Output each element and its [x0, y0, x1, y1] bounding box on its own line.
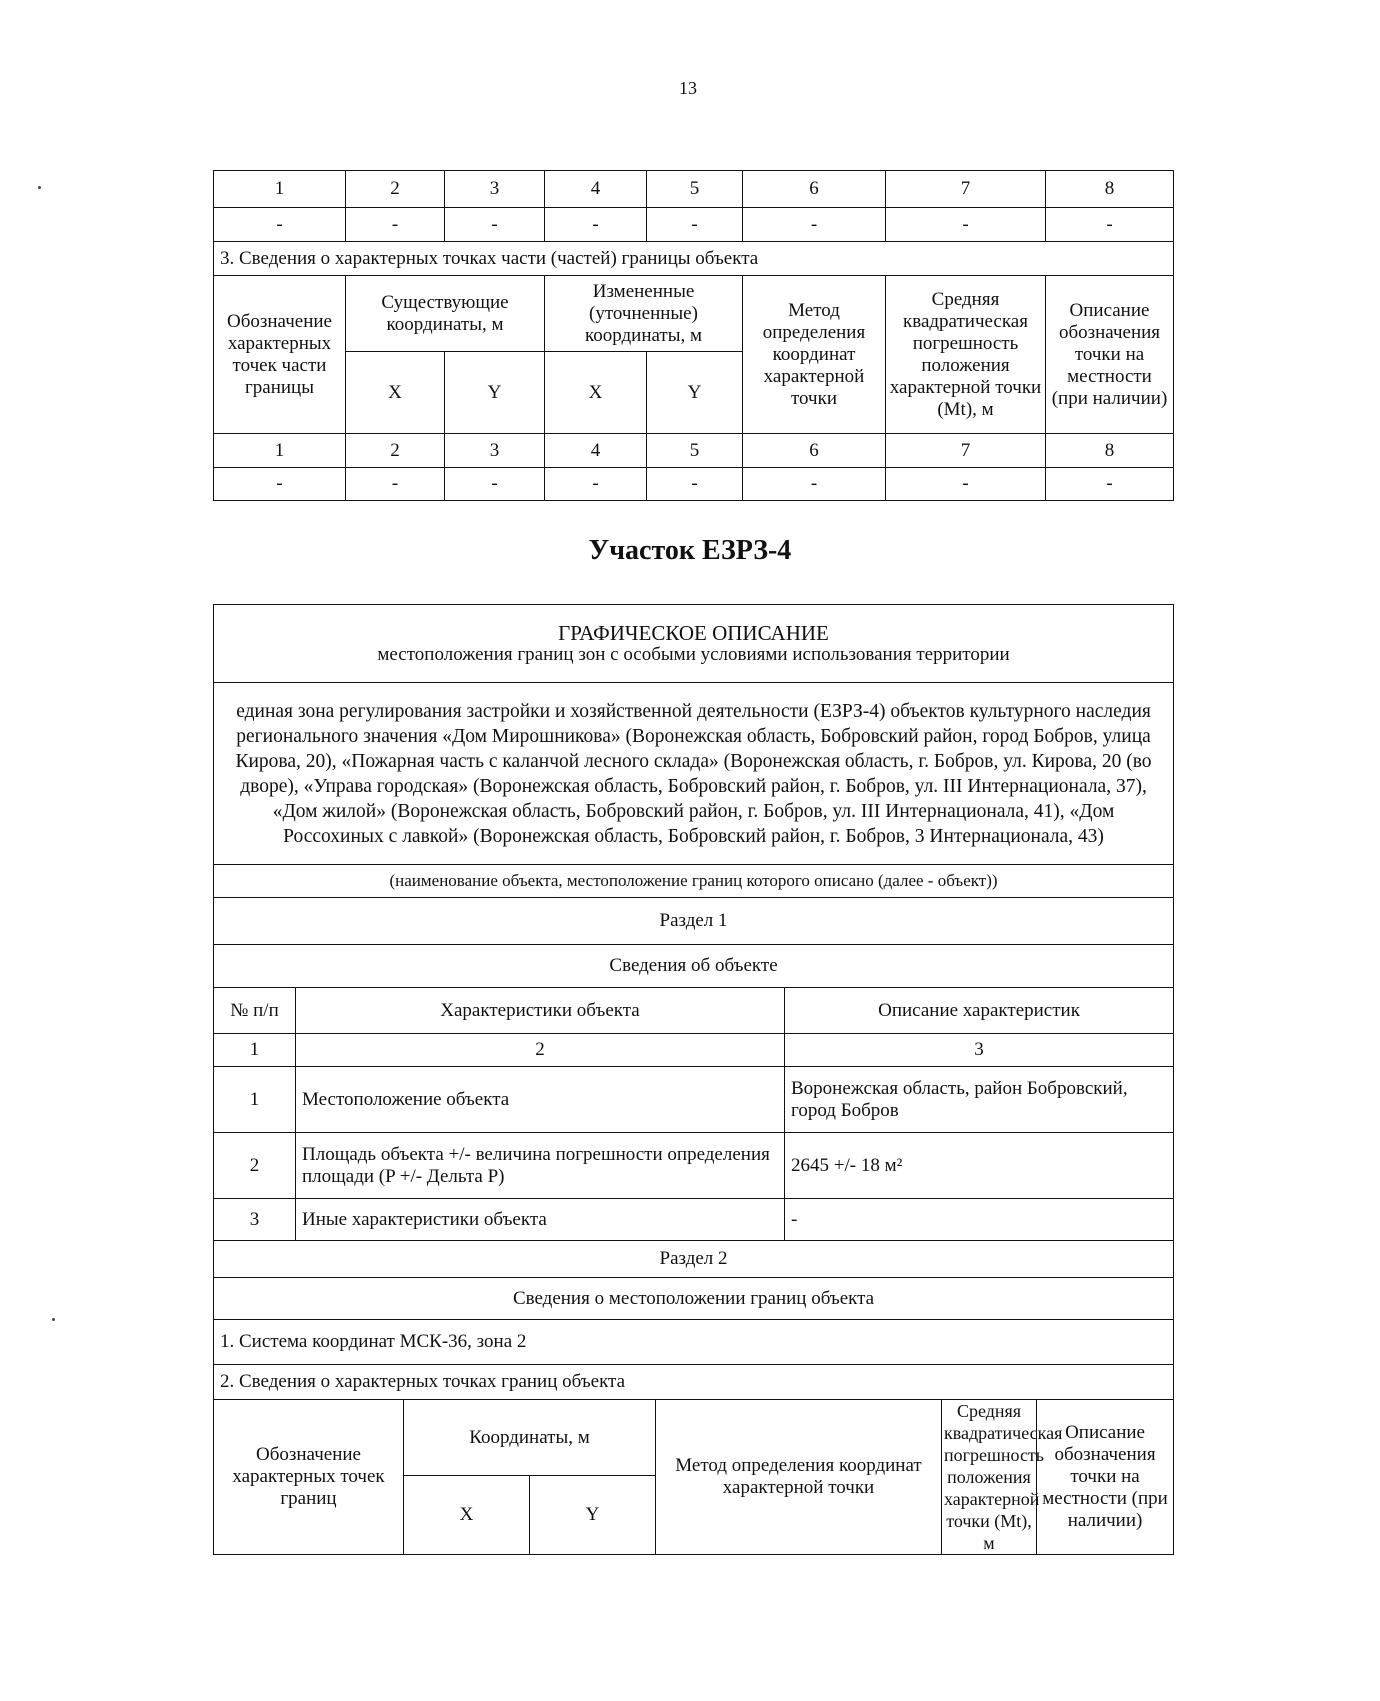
scan-speck: [38, 186, 41, 189]
table-cell: -: [545, 468, 647, 501]
col-number: 2: [296, 1034, 785, 1067]
table-cell: -: [545, 208, 647, 242]
footer-number-row: [214, 434, 1174, 468]
header-number-row: [214, 171, 1174, 208]
table-row: [214, 1199, 1174, 1241]
table-cell: -: [346, 208, 445, 242]
table-cell: -: [445, 208, 545, 242]
col-number: 1: [214, 434, 346, 468]
col-num: № п/п: [214, 988, 296, 1034]
col-number: 5: [647, 434, 743, 468]
object-caption: (наименование объекта, местоположение границ которого описано (далее - объект)): [214, 865, 1174, 898]
col-number: 7: [886, 171, 1046, 208]
section2-label: Раздел 2: [214, 1241, 1174, 1278]
col-number: 3: [785, 1034, 1174, 1067]
section3-title: 3. Сведения о характерных точках части (частей) границы объекта: [214, 242, 1174, 276]
table-cell: -: [886, 468, 1046, 501]
object-description: единая зона регулирования застройки и хозяйственной деятельности (ЕЗРЗ-4) объектов культурного наследия регионального значения «Дом Мирошникова» (Воронежская область, Бобровский район, город Бобров, улица Кирова, 20), «Пожарная часть с каланчой лесного склада» (Воронежская область, г. Бобров, ул. Кирова, 20 (во дворе), «Управа городская» (Воронежская область, Бобровский район, г. Бобров, ул. III Интернационала, 37), «Дом жилой» (Воронежская область, Бобровский район, г. Бобров, ул. III Интернационала, 41), «Дом Россохиных с лавкой» (Воронежская область, Бобровский район, г. Бобров, 3 Интернационала, 43): [214, 683, 1174, 865]
table-row: [214, 1067, 1174, 1133]
table-row: [214, 1133, 1174, 1199]
col-number: 2: [346, 434, 445, 468]
section-title: Участок ЕЗРЗ-4: [588, 535, 792, 566]
col-y: Y: [445, 352, 545, 434]
table-cell: -: [214, 208, 346, 242]
col-x: X: [545, 352, 647, 434]
col-method: Метод определения координат характерной точки: [743, 276, 886, 434]
col-number: 1: [214, 171, 346, 208]
col-number: 6: [743, 171, 886, 208]
row-name: Местоположение объекта: [296, 1067, 785, 1133]
row-value: Воронежская область, район Бобровский, город Бобров: [785, 1067, 1174, 1133]
table-cell: -: [445, 468, 545, 501]
points-title: 2. Сведения о характерных точках границ объекта: [214, 1365, 1174, 1400]
section1-title: Сведения об объекте: [214, 945, 1174, 988]
col-number: 3: [445, 171, 545, 208]
graphic-description-header: [214, 605, 1174, 683]
table-cell: -: [743, 208, 886, 242]
col-number: 5: [647, 171, 743, 208]
col-char-description: Описание характеристик: [785, 988, 1174, 1034]
col-number: 4: [545, 171, 647, 208]
col-number: 8: [1046, 171, 1174, 208]
table-cell: -: [743, 468, 886, 501]
coordinate-system: 1. Система координат МСК-36, зона 2: [214, 1320, 1174, 1365]
dash-row: [214, 208, 1174, 242]
dash-row: [214, 468, 1174, 501]
col-x: X: [404, 1476, 530, 1555]
table-cell: -: [346, 468, 445, 501]
col-coordinates: Координаты, м: [404, 1400, 656, 1476]
row-value: 2645 +/- 18 м²: [785, 1133, 1174, 1199]
table-cell: -: [214, 468, 346, 501]
table-graphic-description: [213, 604, 1174, 1555]
col-y: Y: [647, 352, 743, 434]
table-cell: -: [647, 468, 743, 501]
subheading: местоположения границ зон с особыми условиями использования территории: [377, 643, 1010, 665]
section2-title: Сведения о местоположении границ объекта: [214, 1278, 1174, 1320]
row-number: 3: [214, 1199, 296, 1241]
col-number: 1: [214, 1034, 296, 1067]
col-error: Средняя квадратическая погрешность положения характерной точки (Mt), м: [886, 276, 1046, 434]
col-changed-coords: Измененные (уточненные) координаты, м: [545, 276, 743, 352]
col-x: X: [346, 352, 445, 434]
row-name: Площадь объекта +/- величина погрешности определения площади (P +/- Дельта P): [296, 1133, 785, 1199]
col-number: 8: [1046, 434, 1174, 468]
col-method: Метод определения координат характерной точки: [656, 1400, 942, 1555]
page-number: 13: [679, 78, 697, 98]
col-number: 6: [743, 434, 886, 468]
col-number: 4: [545, 434, 647, 468]
scan-speck: [52, 1318, 55, 1321]
row-name: Иные характеристики объекта: [296, 1199, 785, 1241]
table-part-boundary-points: [213, 170, 1174, 501]
section1-label: Раздел 1: [214, 898, 1174, 945]
col-error: Средняя квадратическая погрешность положения характерной точки (Mt), м: [942, 1400, 1037, 1555]
heading: ГРАФИЧЕСКОЕ ОПИСАНИЕ: [558, 620, 829, 645]
row-number: 1: [214, 1067, 296, 1133]
col-point-designation: Обозначение характерных точек границ: [214, 1400, 404, 1555]
col-number: 2: [346, 171, 445, 208]
table-cell: -: [647, 208, 743, 242]
col-number: 3: [445, 434, 545, 468]
col-description: Описание обозначения точки на местности (при наличии): [1037, 1400, 1174, 1555]
col-characteristics: Характеристики объекта: [296, 988, 785, 1034]
row-number: 2: [214, 1133, 296, 1199]
table-cell: -: [1046, 468, 1174, 501]
table-cell: -: [886, 208, 1046, 242]
col-number: 7: [886, 434, 1046, 468]
col-existing-coords: Существующие координаты, м: [346, 276, 545, 352]
row-value: -: [785, 1199, 1174, 1241]
col-designation: Обозначение характерных точек части границы: [214, 276, 346, 434]
col-y: Y: [530, 1476, 656, 1555]
col-description: Описание обозначения точки на местности (при наличии): [1046, 276, 1174, 434]
table-cell: -: [1046, 208, 1174, 242]
